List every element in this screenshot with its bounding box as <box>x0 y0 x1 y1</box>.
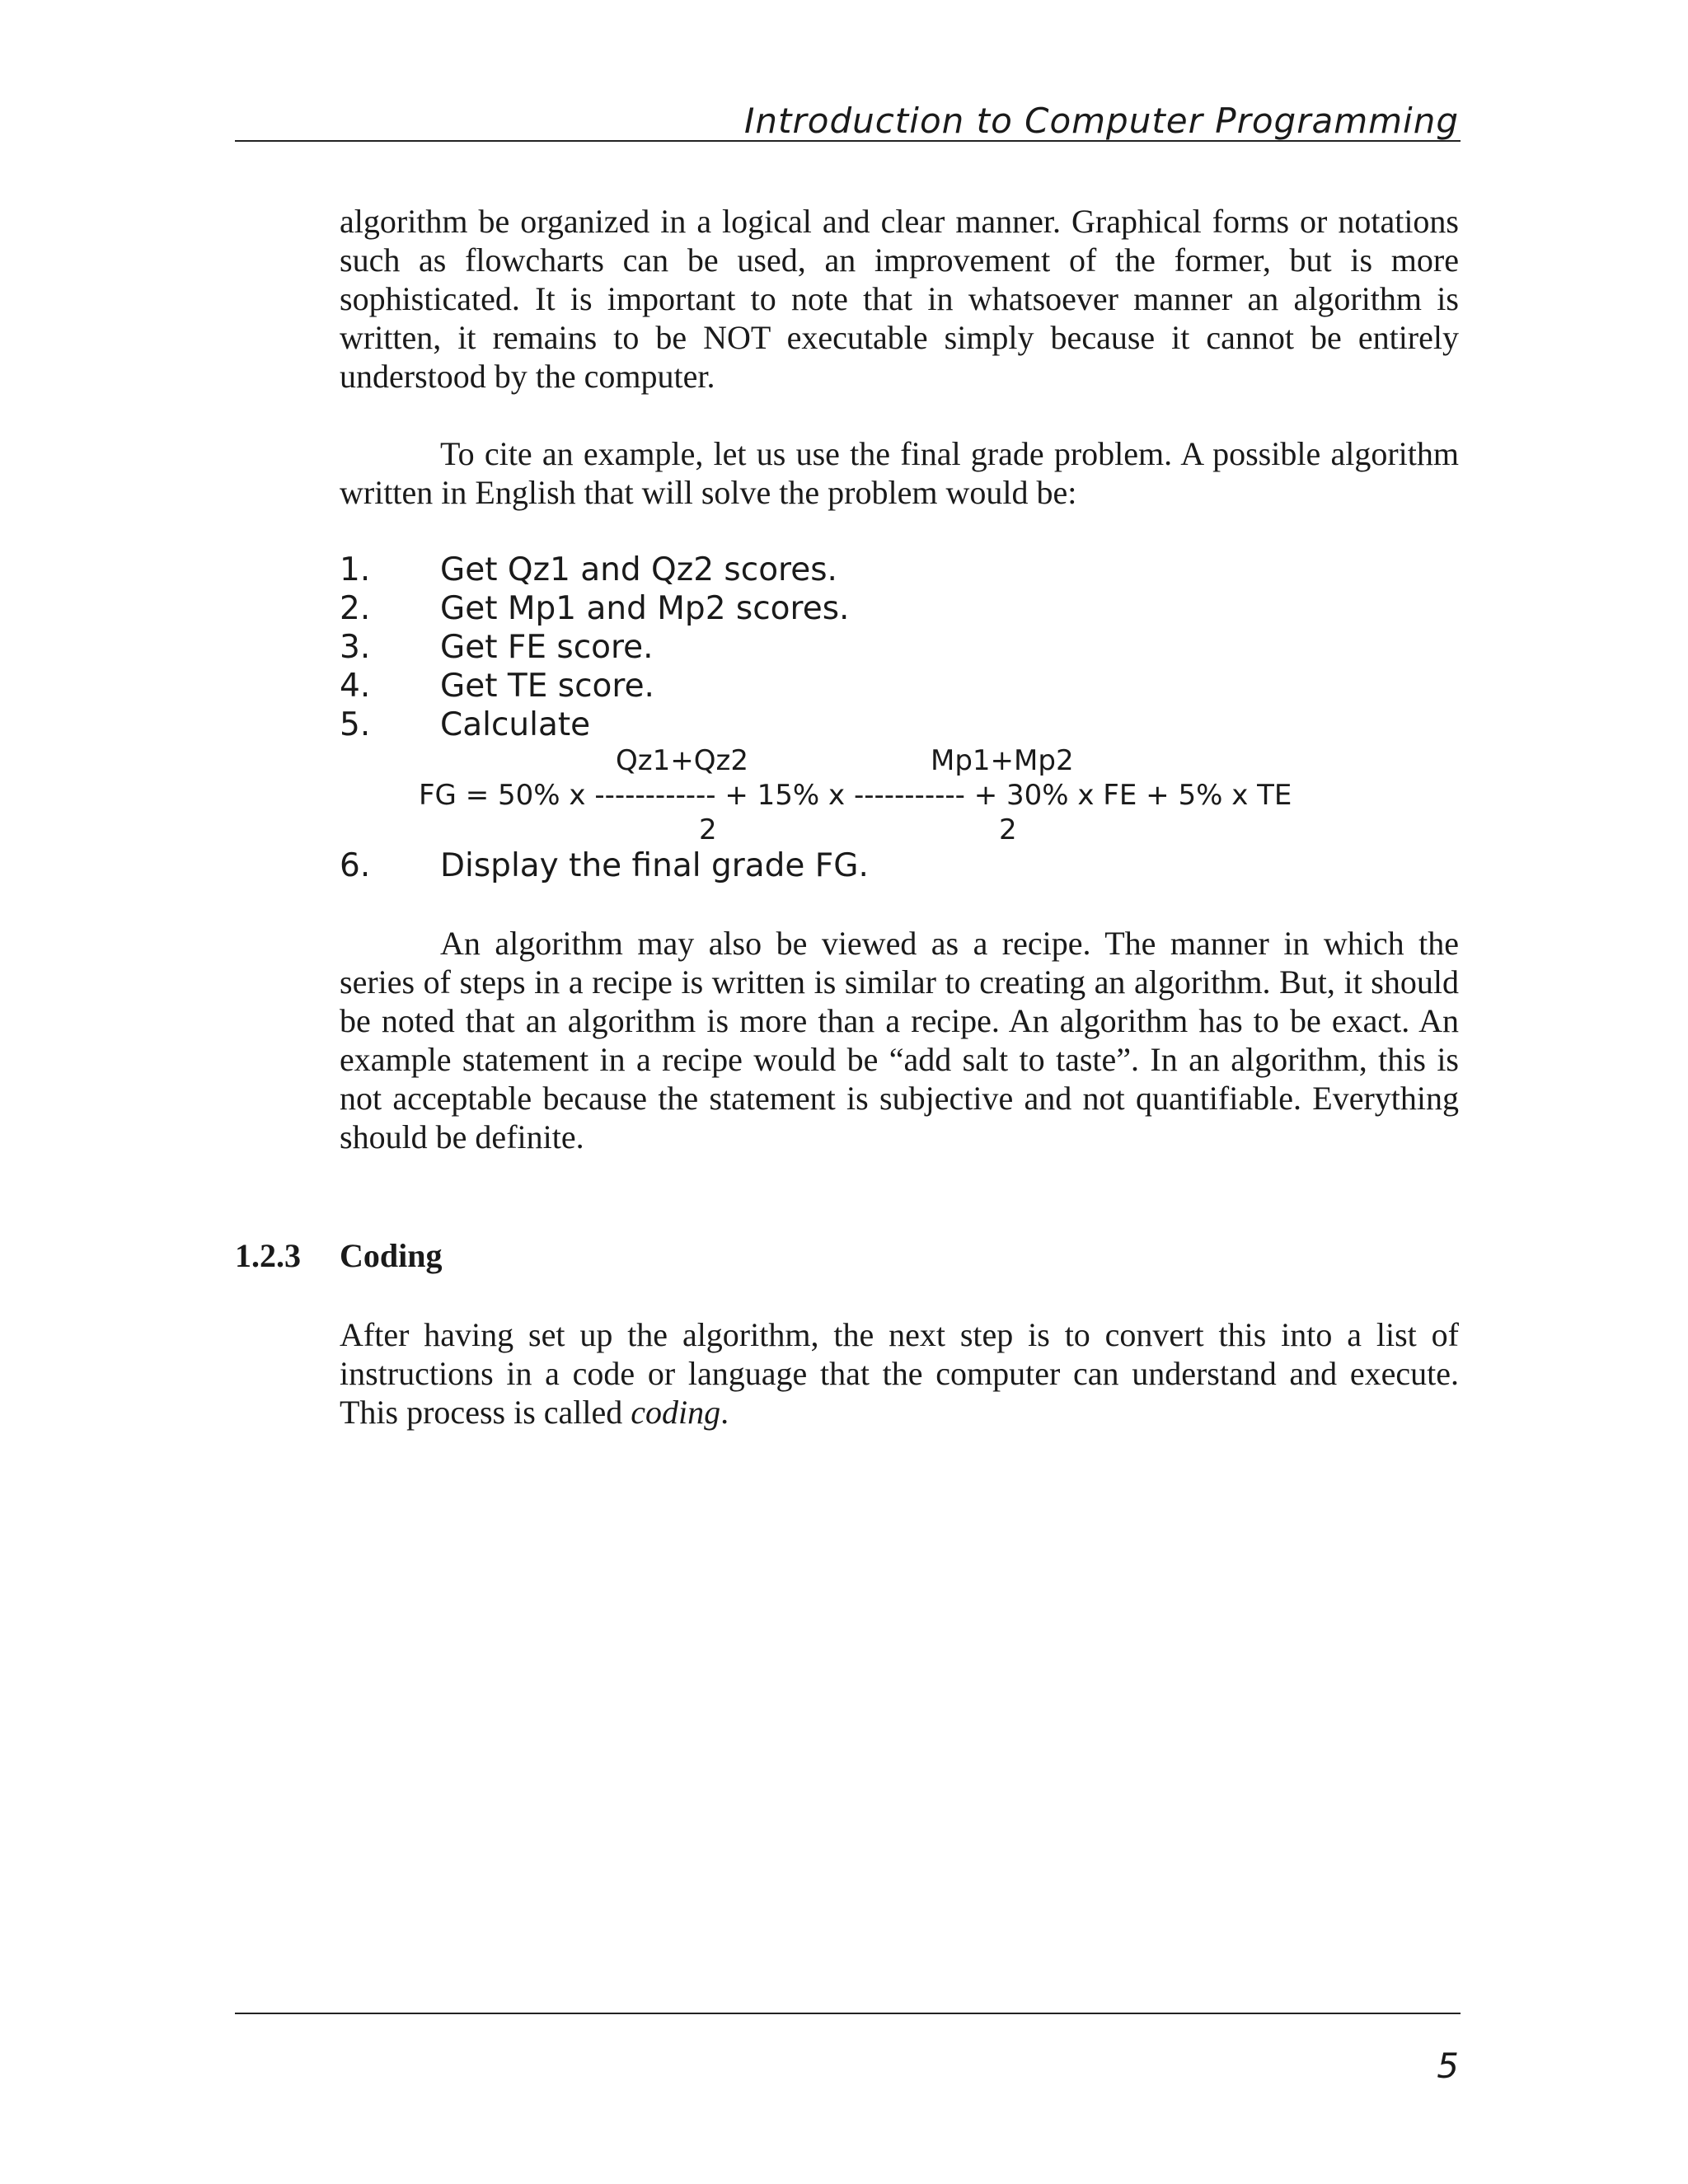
final-grade-formula <box>340 744 1459 846</box>
formula-denominator-quiz: 2 <box>699 813 717 846</box>
list-item <box>340 846 1459 885</box>
spacer <box>340 512 1459 551</box>
step-number: 5. <box>340 706 371 743</box>
list-item <box>340 628 1459 667</box>
paragraph-example: To cite an example, let us use the final grade problem. A possible algorithm written in English that will solve the problem would be: <box>340 435 1459 511</box>
section-title: Coding <box>340 1237 443 1274</box>
step-number: 2. <box>340 590 371 627</box>
spacer <box>340 396 1459 434</box>
step-text: Get Qz1 and Qz2 scores. <box>440 551 837 588</box>
page-body <box>340 202 1459 1156</box>
header-rule <box>235 140 1461 142</box>
coding-text-end: . <box>720 1394 729 1431</box>
spacer <box>340 885 1459 924</box>
step-text: Get Mp1 and Mp2 scores. <box>440 590 850 627</box>
step-text: Calculate <box>440 706 591 743</box>
step-number: 3. <box>340 629 371 666</box>
section-number: 1.2.3 <box>235 1237 301 1274</box>
page-number: 5 <box>1437 2046 1459 2086</box>
formula-numerator-quiz: Qz1+Qz2 <box>616 744 748 777</box>
step-text: Display the final grade FG. <box>440 847 869 884</box>
step-number: 6. <box>340 847 371 884</box>
algorithm-steps <box>340 551 1459 885</box>
coding-emphasis: coding <box>631 1394 721 1431</box>
paragraph-intro: algorithm be organized in a logical and clear manner. Graphical forms or notations such as flowcharts can be used, an improvement of the former, but is more sophisticated. It is important to note that in whatsoever manner an algorithm is written, it remains to be NOT executable simply because it cannot be entirely understood by the computer. <box>340 203 1459 395</box>
running-header-title: Introduction to Computer Programming <box>744 101 1459 141</box>
step-text: Get FE score. <box>440 629 654 666</box>
list-item <box>340 589 1459 628</box>
paragraph-recipe: An algorithm may also be viewed as a recipe. The manner in which the series of steps in a recipe is written is similar to creating an algorithm. But, it should be noted that an algorithm is more than a recipe. An algorithm has to be exact. An example statement in a recipe would be “add salt to taste”. In an algorithm, this is not acceptable because the statement is subjective and not quantifiable. Everything should be definite. <box>340 925 1459 1155</box>
footer-rule <box>235 2013 1461 2014</box>
step-number: 1. <box>340 551 371 588</box>
paragraph-coding <box>340 1315 1459 1432</box>
list-item <box>340 667 1459 705</box>
step-number: 4. <box>340 668 371 705</box>
list-item <box>340 705 1459 744</box>
list-item <box>340 551 1459 589</box>
section-heading <box>235 1236 443 1275</box>
formula-denominator-mp: 2 <box>999 813 1017 846</box>
formula-main-line: FG = 50% x ------------ + 15% x ----------- + 30% x FE + 5% x TE <box>419 779 1292 812</box>
coding-text: After having set up the algorithm, the next step is to convert this into a list of instructions in a code or language that the computer can understand and execute. This process is called <box>340 1316 1459 1431</box>
step-text: Get TE score. <box>440 668 654 705</box>
formula-numerator-mp: Mp1+Mp2 <box>931 744 1074 777</box>
